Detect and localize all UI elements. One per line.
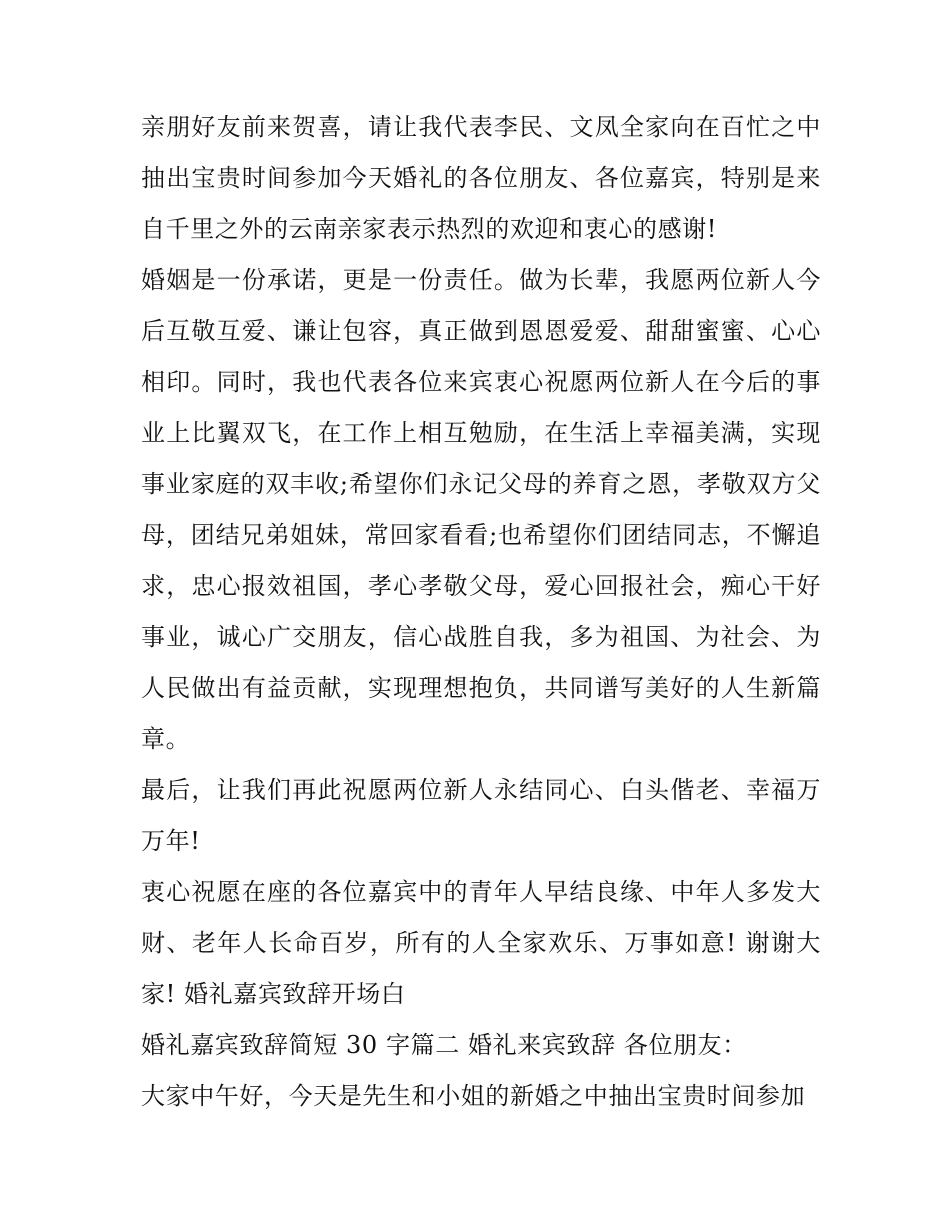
document-body — [141, 102, 821, 1122]
paragraph-guest-blessing: 衷心祝愿在座的各位嘉宾中的青年人早结良缘、中年人多发大财、老年人长命百岁，所有的人全家欢乐、万事如意! 谢谢大家! 婚礼嘉宾致辞开场白 — [141, 878, 821, 1008]
paragraph-closing-wish: 最后，让我们再此祝愿两位新人永结同心、白头偕老、幸福万万年! — [141, 776, 821, 855]
paragraph-marriage-blessing: 婚姻是一份承诺，更是一份责任。做为长辈，我愿两位新人今后互敬互爱、谦让包容，真正做到恩恩爱爱、甜甜蜜蜜、心心相印。同时，我也代表各位来宾衷心祝愿两位新人在今后的事业上比翼双飞，在工作上相互勉励，在生活上幸福美满，实现事业家庭的双丰收;希望你们永记父母的养育之恩，孝敬双方父母，团结兄弟姐妹，常回家看看;也希望你们团结同志，不懈追求，忠心报效祖国，孝心孝敬父母，爱心回报社会，痴心干好事业，诚心广交朋友，信心战胜自我，多为祖国、为社会、为人民做出有益贡献，实现理想抱负，共同谱写美好的人生新篇章。 — [141, 266, 821, 753]
paragraph-welcome: 亲朋好友前来贺喜，请让我代表李民、文凤全家向在百忙之中抽出宝贵时间参加今天婚礼的各位朋友、各位嘉宾，特别是来自千里之外的云南亲家表示热烈的欢迎和衷心的感谢! — [141, 113, 821, 243]
section-heading: 婚礼嘉宾致辞简短 30 字篇二 婚礼来宾致辞 各位朋友： — [141, 1031, 747, 1059]
paragraph-next-speech: 大家中午好，今天是先生和小姐的新婚之中抽出宝贵时间参加 — [141, 1082, 806, 1110]
